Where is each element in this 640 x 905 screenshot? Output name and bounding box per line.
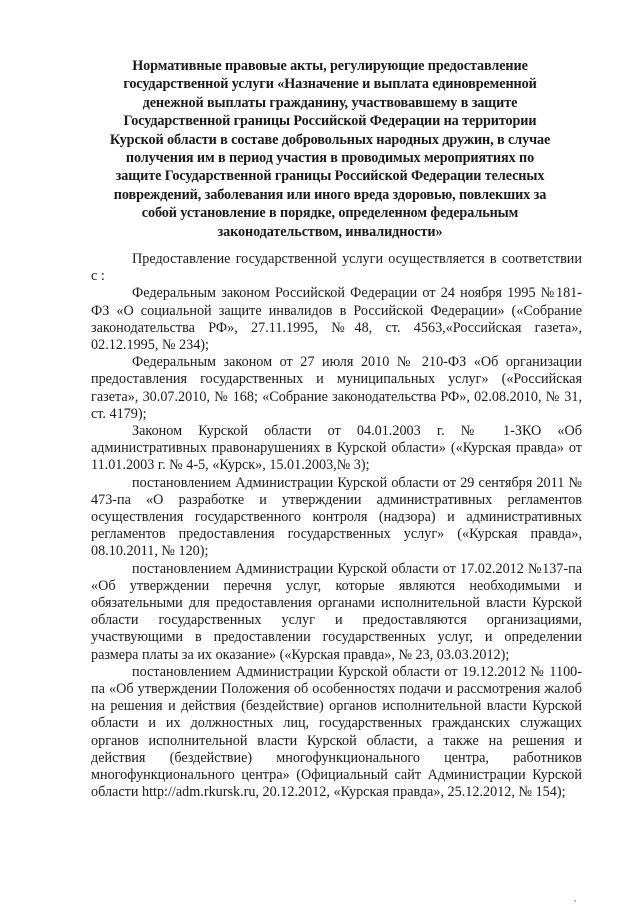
title-line: повреждений, заболевания или иного вреда здоровью, повлекших за [113,186,547,203]
law-reference-paragraph: Федеральным законом от 27 июля 2010 № 210-ФЗ «Об организации предоставления государственных и муниципальных услуг» («Российская газета», 30.07.2010, № 168; «Собрание законодательства РФ», 02.08.2010, № 31, ст. 4179); [91,354,582,422]
law-reference-paragraph: постановлением Администрации Курской области от 19.12.2012 № 1100-па «Об утверждении Положения об особенностях подачи и рассмотрения жалоб на решения и действия (бездействие) органов исполнительной власти Курской области и их должностных лиц, государственных гражданских служащих органов исполнительной власти Курской области, а также на решения и действия (бездействие) многофункционального центра, работников многофункционального центра» (Официальный сайт Администрации Курской области http://adm.rkursk.ru, 20.12.2012, «Курская правда», 25.12.2012, № 154); [91,663,582,801]
title-line: получения им в период участия в проводимых мероприятиях по [125,150,535,167]
law-reference-paragraph: постановлением Администрации Курской области от 29 сентября 2011 № 473-па «О разработке и утверждении административных регламентов осуществления государственного контроля (надзора) и административных регламентов предоставления государственных услуг» («Курская правда», 08.10.2011, № 120); [91,474,582,560]
title-line: защите Государственной границы Российской Федерации телесных [115,168,545,185]
law-reference-paragraph: постановлением Администрации Курской области от 17.02.2012 №137-па «Об утверждении перечня услуг, которые являются необходимыми и обязательными для предоставления органами исполнительной власти Курской области государственных услуг и предоставляются организациями, участвующими в предоставлении государственных услуг, и определении размера платы за их оказание» («Курская правда», № 23, 03.03.2012); [91,560,582,663]
title-line: законодательством, инвалидности» [217,223,443,240]
title-line: Курской области в составе добровольных народных дружин, в случае [109,131,551,148]
law-reference-paragraph: Законом Курской области от 04.01.2003 г. № 1-ЗКО «Об административных правонарушениях в Курской области» («Курская правда» от 11.01.2003 г. № 4-5, «Курск», 15.01.2003,№ 3); [91,423,582,474]
title-line: собой установление в порядке, определенном федеральным [141,205,519,222]
document-title [60,57,600,241]
law-reference-paragraph: Федеральным законом Российской Федерации от 24 ноября 1995 №181-ФЗ «О социальной защите инвалидов в Российской Федерации» («Собрание законодательства РФ», 27.11.1995, №48, ст. 4563,«Российская газета», 02.12.1995, № 234); [91,285,582,354]
document-body [91,251,582,802]
intro-paragraph: Предоставление государственной услуги осуществляется в соответствии с : [91,251,582,285]
title-line: Нормативные правовые акты, регулирующие предоставление [132,58,528,74]
scan-mark: , [574,893,577,903]
title-line: денежной выплаты гражданину, участвовавшему в защите [142,94,518,111]
title-line: государственной услуги «Назначение и выплата единовременной [123,76,537,93]
title-line: Государственной границы Российской Федерации на территории [123,113,537,130]
